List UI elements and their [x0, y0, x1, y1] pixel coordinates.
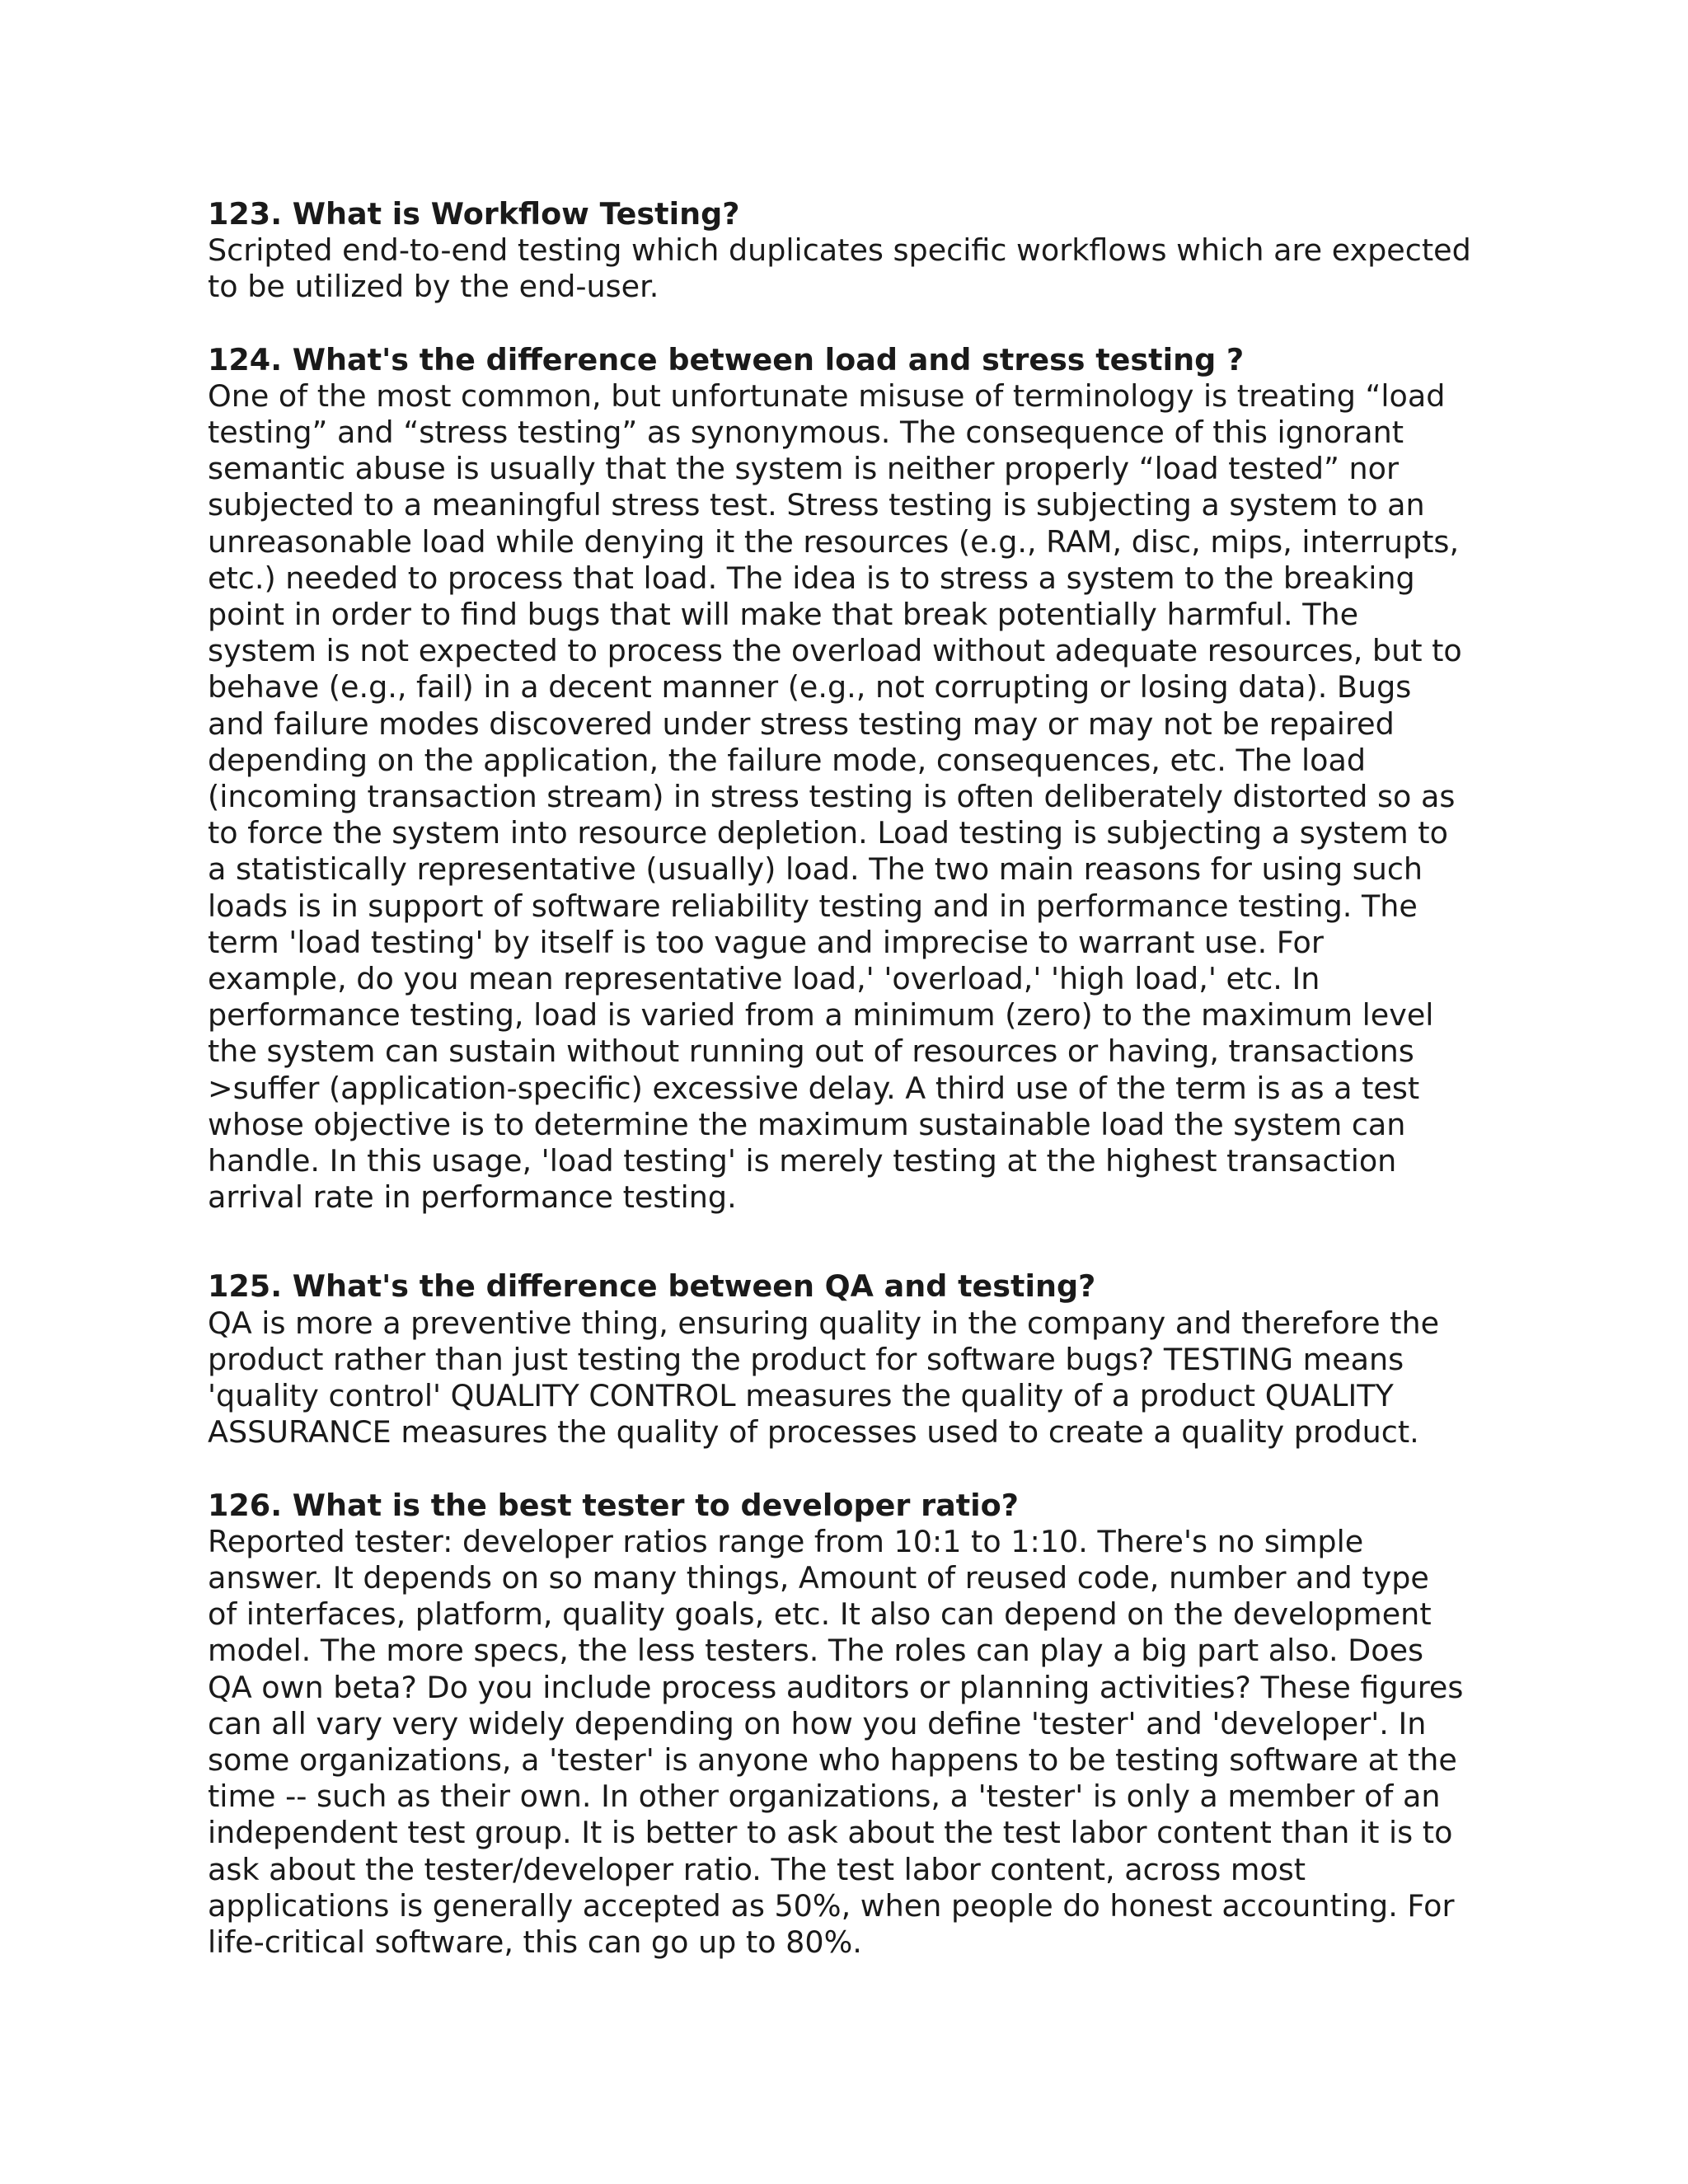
answer-text: Reported tester: developer ratios range from 10:1 to 1:10. There's no simple answer. It depends on so many things, Amount of reused code, number and type of interfaces, platform, quality goals, etc. It also can depend on the development model. The more specs, the less testers. The roles can play a big part also. Does QA own beta? Do you include process auditors or planning activities? These figures can all vary very widely depending on how you define 'tester' and 'developer'. In some organizations, a 'tester' is anyone who happens to be testing software at the time -- such as their own. In other organizations, a 'tester' is only a member of an independent test group. It is better to ask about the test labor content than it is to ask about the tester/developer ratio. The test labor content, across most applications is generally accepted as 50%, when people do honest accounting. For life-critical software, this can go up to 80%. [208, 1523, 1464, 1960]
answer-text: QA is more a preventive thing, ensuring quality in the company and therefore the product rather than just testing the product for software bugs? TESTING means 'quality control' QUALITY CONTROL measures the quality of a product QUALITY ASSURANCE measures the quality of processes used to create a quality product. [208, 1305, 1440, 1451]
question-heading: 126. What is the best tester to developer ratio? [208, 1487, 1019, 1523]
section-spacer [208, 1451, 1493, 1488]
faq-item-125 [208, 1268, 1493, 1451]
question-heading: 125. What's the difference between QA and testing? [208, 1268, 1096, 1305]
faq-item-126 [208, 1488, 1493, 1961]
question-heading: 123. What is Workflow Testing? [208, 196, 740, 232]
question-heading: 124. What's the difference between load and stress testing ? [208, 341, 1245, 377]
faq-item-124 [208, 342, 1493, 1216]
document-body [208, 196, 1493, 1961]
answer-text: Scripted end-to-end testing which duplicates specific workflows which are expected to be utilized by the end-user. [208, 232, 1471, 305]
section-spacer [208, 1216, 1493, 1268]
section-spacer [208, 306, 1493, 342]
faq-item-123 [208, 196, 1493, 306]
answer-text: One of the most common, but unfortunate misuse of terminology is treating “load testing” and “stress testing” as synonymous. The consequence of this ignorant semantic abuse is usually that the system is neither properly “load tested” nor subjected to a meaningful stress test. Stress testing is subjecting a system to an unreasonable load while denying it the resources (e.g., RAM, disc, mips, interrupts, etc.) needed to process that load. The idea is to stress a system to the breaking point in order to find bugs that will make that break potentially harmful. The system is not expected to process the overload without adequate resources, but to behave (e.g., fail) in a decent manner (e.g., not corrupting or losing data). Bugs and failure modes discovered under stress testing may or may not be repaired depending on the application, the failure mode, consequences, etc. The load (incoming transaction stream) in stress testing is often deliberately distorted so as to force the system into resource depletion. Load testing is subjecting a system to a statistically representative (usually) load. The two main reasons for using such loads is in support of software reliability testing and in performance testing. The term 'load testing' by itself is too vague and imprecise to warrant use. For example, do you mean representative load,' 'overload,' 'high load,' etc. In performance testing, load is varied from a minimum (zero) to the maximum level the system can sustain without running out of resources or having, transactions >suffer (application-specific) excessive delay. A third use of the term is as a test whose objective is to determine the maximum sustainable load the system can handle. In this usage, 'load testing' is merely testing at the highest transaction arrival rate in performance testing. [208, 377, 1462, 1216]
